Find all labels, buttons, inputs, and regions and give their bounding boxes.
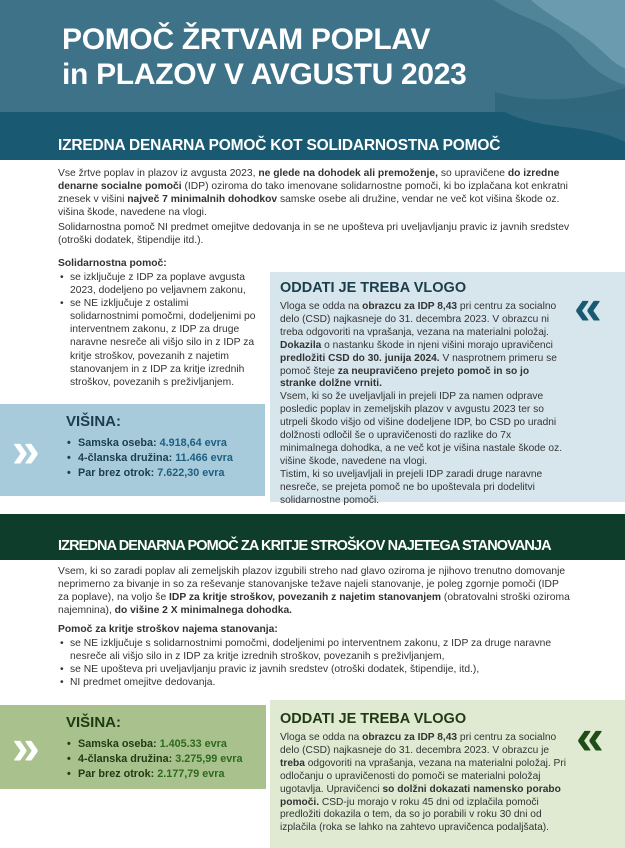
oddati-strong: treba (280, 757, 305, 769)
amount-label: Par brez otrok: (78, 467, 158, 479)
chevron-right-icon: » (12, 422, 40, 478)
oddati-text: odgovoriti na vprašanja, vezana na materialni položaj. Pri odločanju o upravičenosti do pomoči se materialni položaj ugotavlja. Upravičenci (280, 757, 566, 795)
title-line-1: POMOČ ŽRTVAM POPLAV (62, 23, 431, 56)
intro-strong-2: do izredne denarne socialne pomoči (58, 168, 560, 193)
oddati-strong: Dokazila (280, 339, 322, 351)
intro-strong-3: največ 7 minimalnih dohodkov (127, 194, 278, 206)
list-item: • se NE izključuje s solidarnostnimi pomočmi, dodeljenimi po interventnem zakonu, z IDP za druge naravne nesreče ali višjo silo in z IDP za kritje izrednih stroškov, povezanih s preživljanjem, (58, 637, 578, 663)
list-item (66, 767, 242, 782)
list-item (66, 737, 242, 752)
visina-title-1: VIŠINA: (66, 413, 122, 430)
visina-title-2: VIŠINA: (66, 714, 122, 731)
section-2-band-top (0, 514, 625, 522)
section-2-title: IZREDNA DENARNA POMOČ ZA KRITJE STROŠKOV NAJETEGA STANOVANJA (58, 538, 551, 554)
amount-value: 4.918,64 evra (159, 437, 227, 449)
oddati-para-2: Vsem, ki so že uveljavljali in prejeli IDP za namen odprave posledic poplav in zemeljskih plazov v avgustu 2023 ter so utrpeli škodo višjo od višine dodeljene IDP, bo CSD po uradni dolžnosti odločil še o upravičenosti do razlike do 7x minimalnega dohodka, a ne več kot je višina nastale škode oz. višine škode, navedene na vlogi. (280, 391, 563, 467)
list-item: • se NE upošteva pri uveljavljanju pravic iz javnih sredstev (otroški dodatek, štipendije, itd.), (58, 663, 578, 676)
oddati-text-1 (280, 301, 566, 508)
title-line-2: in PLAZOV V AVGUSTU 2023 (62, 58, 467, 91)
list-item: • NI predmet omejitve dedovanja. (58, 676, 578, 689)
amount-label: Samska oseba: (78, 437, 160, 449)
section-2-intro (58, 565, 570, 617)
oddati-strong: za neupravičeno prejeto pomoč in so jo stranke dolžne vrniti. (280, 365, 530, 390)
list-item (66, 436, 233, 451)
oddati-text: Vloga se odda na (280, 732, 363, 743)
amount-value: 1.405.33 evra (159, 738, 227, 750)
section-1-title: IZREDNA DENARNA POMOČ KOT SOLIDARNOSTNA POMOČ (58, 137, 501, 154)
intro-strong-1: ne glede na dohodek ali premoženje, (258, 168, 439, 179)
oddati-title-1: ODDATI JE TREBA VLOGO (280, 280, 467, 296)
page-header (0, 0, 625, 112)
list-item (66, 451, 233, 466)
amount-label: Par brez otrok: (78, 768, 158, 780)
list-item: • se NE izključuje z ostalimi solidarnostnimi pomočmi, dodeljenimi po interventnem zakonu, z IDP za druge naravne nesreče ali višjo silo in z IDP za kritje stroškov, povezanih z najetim stanovanjem in z IDP za kritje izrednih stroškov, povezanih s preživljanjem. (58, 297, 258, 389)
intro-text-1: Vse žrtve poplav in plazov iz avgusta 2023, (58, 168, 259, 179)
oddati-text: V nasprotnem primeru se pomoč šteje (280, 352, 557, 377)
amount-value: 11.466 evra (175, 452, 233, 464)
list-item: • se izključuje z IDP za poplave avgusta 2023, dodeljeno po veljavnem zakonu, (58, 271, 258, 297)
oddati-para-3: Tistim, ki so uveljavljali in prejeli IDP zaradi druge naravne nesreče, se prejeta pomoč ne bo upoštevala pri dodelitvi solidarnostne pomoči. (280, 468, 543, 506)
section-1-intro (58, 167, 570, 219)
oddati-text-2 (280, 732, 566, 835)
oddati-para (280, 732, 566, 835)
intro-strong: IDP za kritje stroškov, povezanih z najetim stanovanjem (169, 592, 442, 604)
oddati-text: pri centru za socialno delo (CSD) najkasneje do 31. decembra 2023. V obrazcu ni treba odgovoriti na vprašanja, vezana na materialni položaj. (280, 301, 557, 338)
list-item (66, 752, 242, 767)
page-title (62, 22, 467, 92)
oddati-text: Vloga se odda na (280, 301, 363, 312)
amount-value: 3.275,99 evra (175, 753, 243, 765)
intro-text: (obratovalni stroški oziroma najemnina), (58, 592, 570, 617)
intro-strong: do višine 2 X minimalnega dohodka. (114, 605, 293, 617)
chevron-right-icon: » (12, 719, 40, 775)
visina-list-2 (66, 737, 242, 782)
intro-text: Vsem, ki so zaradi poplav ali zemeljskih plazov izgubili streho nad glavo oziroma je njihovo trenutno domovanje neprimerno za bivanje in so za reševanje stanovanjske težave najeli stanovanje, je poleg zgornje pomoči (IDP za poplave), na voljo še (58, 566, 566, 604)
wave-decoration-icon (505, 112, 625, 160)
amount-label: Samska oseba: (78, 738, 160, 750)
oddati-strong: so dolžni dokazati namensko porabo pomoči. (280, 783, 561, 808)
hand-icon (455, 0, 625, 112)
chevron-left-icon: « (576, 709, 604, 765)
section-1-bullets (58, 271, 258, 389)
oddati-text: CSD-ju morajo v roku 45 dni od izplačila pomoči predložiti dokazila o tem, da so jo porabili v roku 30 dni od izplačila (roka se lahko na zahtevo upravičenca podaljšata). (280, 796, 549, 834)
intro-text-3: (IDP) oziroma do tako imenovane solidarnostne pomoči, ki bo izplačana kot enkratni znesek v višini (58, 181, 568, 206)
intro-text-2: so upravičene (438, 168, 508, 179)
section-1-subheading: Solidarnostna pomoč: (58, 258, 167, 269)
oddati-text: o nastanku škode in njeni višini morajo upravičenci (321, 339, 553, 351)
amount-label: 4-članska družina: (78, 753, 176, 765)
oddati-strong: predložiti CSD do 30. junija 2024. (280, 352, 440, 364)
oddati-strong: obrazcu za IDP 8,43 (362, 301, 458, 312)
section-2-subheading: Pomoč za kritje stroškov najema stanovanja: (58, 624, 278, 635)
section-2-bullets (58, 637, 578, 689)
amount-value: 7.622,30 evra (157, 467, 225, 479)
oddati-title-2: ODDATI JE TREBA VLOGO (280, 711, 467, 727)
section-1-para-2: Solidarnostna pomoč NI predmet omejitve dedovanja in se ne upošteva pri uveljavljanju pravic iz javnih sredstev (otroški dodatek, štipendije itd.). (58, 222, 570, 247)
amount-value: 2.177,79 evra (157, 768, 225, 780)
intro-text-4: samske osebe ali družine, vendar ne več kot višina škode oz. višina škode, navedene na vlogi. (58, 194, 560, 219)
amount-label: 4-članska družina: (78, 452, 176, 464)
oddati-para-1 (280, 301, 566, 391)
oddati-text: pri centru za socialno delo (CSD) najkasneje do 31. decembra 2023. V obrazcu je (280, 732, 557, 756)
list-item (66, 466, 233, 481)
oddati-strong: obrazcu za IDP 8,43 (362, 732, 458, 743)
chevron-left-icon: « (574, 279, 602, 335)
visina-list-1 (66, 436, 233, 481)
